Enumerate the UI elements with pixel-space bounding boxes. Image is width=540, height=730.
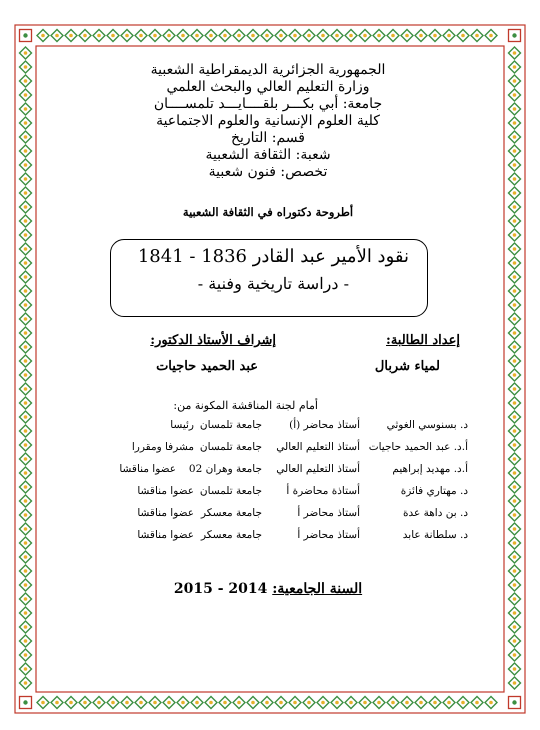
border-corner-dot — [512, 33, 516, 37]
border-dot — [139, 701, 143, 705]
border-dot — [335, 701, 339, 705]
border-dot — [447, 34, 451, 38]
border-dot — [513, 625, 517, 629]
border-dot — [41, 701, 45, 705]
border-dot — [139, 34, 143, 38]
border-dot — [24, 177, 28, 181]
border-dot — [153, 701, 157, 705]
border-dot — [111, 34, 115, 38]
border-dot — [461, 701, 465, 705]
border-dot — [513, 471, 517, 475]
thesis-type: أطروحة دكتوراه في الثقافة الشعبية — [182, 205, 354, 219]
border-dot — [24, 233, 28, 237]
border-dot — [24, 261, 28, 265]
border-dot — [363, 701, 367, 705]
border-dot — [97, 34, 101, 38]
member-rank: أستاذ محاضر أ — [297, 507, 360, 519]
header-university: جامعة: أبي بكـــر بلقــــايـــد تلمســــان — [153, 96, 383, 112]
member-institution: جامعة معسكر — [201, 529, 262, 541]
member-rank: أستاذ التعليم العالي — [276, 441, 360, 453]
border-dot — [293, 701, 297, 705]
border-dot — [24, 527, 28, 531]
border-dot — [513, 191, 517, 195]
border-dot — [489, 34, 493, 38]
border-dot — [24, 471, 28, 475]
border-dot — [237, 701, 241, 705]
member-role: مشرفا ومقررا — [131, 441, 194, 453]
member-institution: جامعة وهران 02 — [188, 463, 262, 475]
border-dot — [111, 701, 115, 705]
header-specialty: تخصص: فنون شعبية — [208, 164, 328, 180]
committee-intro: أمام لجنة المناقشة المكونة من: — [173, 399, 318, 412]
border-dot — [513, 275, 517, 279]
border-dot — [419, 701, 423, 705]
border-dot — [24, 191, 28, 195]
border-dot — [513, 597, 517, 601]
border-dot — [513, 415, 517, 419]
border-dot — [513, 93, 517, 97]
border-dot — [513, 135, 517, 139]
border-dot — [24, 163, 28, 167]
border-dot — [24, 625, 28, 629]
member-rank: أستاذ محاضر (أ) — [289, 419, 360, 431]
border-dot — [24, 205, 28, 209]
border-dot — [513, 653, 517, 657]
border-dot — [24, 429, 28, 433]
border-dot — [349, 34, 353, 38]
border-dot — [24, 597, 28, 601]
border-dot — [513, 555, 517, 559]
border-dot — [321, 34, 325, 38]
border-dot — [24, 555, 28, 559]
border-dot — [447, 701, 451, 705]
border-dot — [24, 317, 28, 321]
border-dot — [363, 34, 367, 38]
border-dot — [513, 289, 517, 293]
border-dot — [513, 457, 517, 461]
border-dot — [513, 583, 517, 587]
border-dot — [513, 387, 517, 391]
border-dot — [293, 34, 297, 38]
border-dot — [24, 457, 28, 461]
border-dot — [513, 667, 517, 671]
border-dot — [391, 701, 395, 705]
border-dot — [513, 373, 517, 377]
border-dot — [513, 513, 517, 517]
member-name: د. سلطانة عابد — [402, 529, 468, 541]
border-dot — [513, 611, 517, 615]
border-dot — [24, 345, 28, 349]
border-dot — [513, 639, 517, 643]
border-dot — [513, 569, 517, 573]
border-dot — [69, 701, 73, 705]
border-dot — [24, 513, 28, 517]
border-dot — [24, 359, 28, 363]
border-dot — [489, 701, 493, 705]
border-corner-dot — [23, 700, 27, 704]
supervisor-label: إشراف الأستاذ الدكتور: — [150, 333, 276, 348]
border-dot — [265, 701, 269, 705]
member-institution: جامعة معسكر — [201, 507, 262, 519]
committee-row — [48, 507, 488, 525]
prepared-by-label: إعداد الطالبة: — [386, 333, 460, 348]
border-dot — [321, 701, 325, 705]
member-name: د. بسنوسي الغوثي — [386, 419, 468, 431]
border-dot — [24, 639, 28, 643]
academic-year — [48, 581, 488, 597]
border-dot — [251, 34, 255, 38]
border-dot — [265, 34, 269, 38]
border-dot — [24, 135, 28, 139]
border-dot — [41, 34, 45, 38]
border-dot — [167, 34, 171, 38]
border-dot — [513, 205, 517, 209]
border-dot — [513, 261, 517, 265]
border-dot — [24, 79, 28, 83]
member-rank: أستاذ التعليم العالي — [276, 463, 360, 475]
member-rank: أستاذة محاضرة أ — [286, 485, 360, 497]
committee-row — [48, 463, 488, 481]
border-dot — [153, 34, 157, 38]
border-dot — [377, 701, 381, 705]
border-dot — [475, 701, 479, 705]
supervisor-name: عبد الحميد حاجيات — [156, 359, 258, 374]
header-faculty: كلية العلوم الإنسانية والعلوم الاجتماعية — [156, 113, 380, 129]
border-dot — [475, 34, 479, 38]
border-dot — [209, 34, 213, 38]
border-dot — [223, 34, 227, 38]
border-dot — [24, 51, 28, 55]
border-dot — [405, 34, 409, 38]
header-ministry: وزارة التعليم العالي والبحث العلمي — [166, 79, 370, 95]
border-dot — [349, 701, 353, 705]
border-dot — [125, 34, 129, 38]
member-role: عضوا مناقشا — [137, 529, 194, 541]
border-dot — [24, 275, 28, 279]
member-name: أ.د. عبد الحميد حاجيات — [368, 441, 468, 453]
thesis-title: نقود الأمير عبد القادر 1836 - 1841 — [137, 246, 409, 267]
member-institution: جامعة تلمسان — [199, 441, 262, 453]
border-dot — [24, 443, 28, 447]
committee-row — [48, 441, 488, 459]
member-name: د. مهتاري فائزة — [400, 485, 468, 497]
border-dot — [513, 51, 517, 55]
border-dot — [405, 701, 409, 705]
border-dot — [24, 65, 28, 69]
committee-row — [48, 529, 488, 547]
border-corner-dot — [23, 33, 27, 37]
border-dot — [181, 34, 185, 38]
border-dot — [195, 701, 199, 705]
border-dot — [24, 611, 28, 615]
border-dot — [513, 317, 517, 321]
border-dot — [513, 331, 517, 335]
border-dot — [24, 373, 28, 377]
border-dot — [513, 443, 517, 447]
header-branch: شعبة: الثقافة الشعبية — [205, 147, 331, 163]
cover-content — [48, 55, 488, 675]
border-dot — [55, 701, 59, 705]
border-dot — [24, 499, 28, 503]
border-dot — [24, 681, 28, 685]
border-dot — [513, 177, 517, 181]
member-institution: جامعة تلمسان — [199, 419, 262, 431]
border-dot — [125, 701, 129, 705]
thesis-title-box — [110, 239, 428, 317]
student-name: لمياء شربال — [374, 359, 440, 374]
border-dot — [307, 701, 311, 705]
border-dot — [279, 701, 283, 705]
border-dot — [181, 701, 185, 705]
border-dot — [513, 345, 517, 349]
member-name: د. بن داهة عدة — [403, 507, 468, 519]
border-dot — [513, 499, 517, 503]
border-dot — [513, 303, 517, 307]
border-dot — [83, 34, 87, 38]
border-dot — [251, 701, 255, 705]
border-dot — [24, 653, 28, 657]
border-dot — [461, 34, 465, 38]
border-dot — [24, 149, 28, 153]
border-dot — [237, 34, 241, 38]
border-dot — [24, 387, 28, 391]
border-dot — [513, 359, 517, 363]
member-role: عضوا مناقشا — [137, 485, 194, 497]
border-dot — [307, 34, 311, 38]
border-dot — [513, 163, 517, 167]
border-dot — [335, 34, 339, 38]
border-dot — [513, 149, 517, 153]
border-dot — [279, 34, 283, 38]
border-dot — [167, 701, 171, 705]
border-dot — [24, 331, 28, 335]
border-dot — [24, 541, 28, 545]
border-dot — [24, 401, 28, 405]
border-dot — [55, 34, 59, 38]
member-name: أ.د. مهديد إبراهيم — [392, 463, 468, 475]
border-dot — [433, 34, 437, 38]
member-role: رئيسا — [170, 419, 194, 431]
border-dot — [195, 34, 199, 38]
committee-row — [48, 419, 488, 437]
border-dot — [24, 247, 28, 251]
border-dot — [513, 485, 517, 489]
border-dot — [513, 219, 517, 223]
border-dot — [513, 121, 517, 125]
member-role: عضوا مناقشا — [119, 463, 176, 475]
border-dot — [97, 701, 101, 705]
border-dot — [513, 541, 517, 545]
border-dot — [513, 79, 517, 83]
border-dot — [24, 667, 28, 671]
border-dot — [513, 401, 517, 405]
member-rank: أستاذ محاضر أ — [297, 529, 360, 541]
border-dot — [391, 34, 395, 38]
academic-year-value: 2014 - 2015 — [173, 581, 268, 597]
academic-year-label: السنة الجامعية: — [272, 581, 363, 597]
border-dot — [24, 121, 28, 125]
border-dot — [24, 485, 28, 489]
institution-header — [48, 63, 488, 179]
border-corner-dot — [512, 700, 516, 704]
thesis-subtitle: - دراسة تاريخية وفنية - — [197, 274, 349, 293]
border-dot — [513, 233, 517, 237]
header-republic: الجمهورية الجزائرية الديمقراطية الشعبية — [150, 62, 386, 78]
border-dot — [69, 34, 73, 38]
border-dot — [513, 681, 517, 685]
border-dot — [513, 107, 517, 111]
border-dot — [209, 701, 213, 705]
border-dot — [433, 701, 437, 705]
border-dot — [513, 429, 517, 433]
border-dot — [419, 34, 423, 38]
border-dot — [24, 107, 28, 111]
border-dot — [24, 93, 28, 97]
border-dot — [513, 527, 517, 531]
committee-row — [48, 485, 488, 503]
border-dot — [24, 289, 28, 293]
border-dot — [24, 303, 28, 307]
border-dot — [83, 701, 87, 705]
border-dot — [24, 415, 28, 419]
border-dot — [24, 219, 28, 223]
border-dot — [24, 583, 28, 587]
border-dot — [377, 34, 381, 38]
member-role: عضوا مناقشا — [137, 507, 194, 519]
border-dot — [513, 65, 517, 69]
border-dot — [513, 247, 517, 251]
border-dot — [223, 701, 227, 705]
border-dot — [24, 569, 28, 573]
member-institution: جامعة تلمسان — [199, 485, 262, 497]
header-department: قسم: التاريخ — [230, 130, 305, 146]
